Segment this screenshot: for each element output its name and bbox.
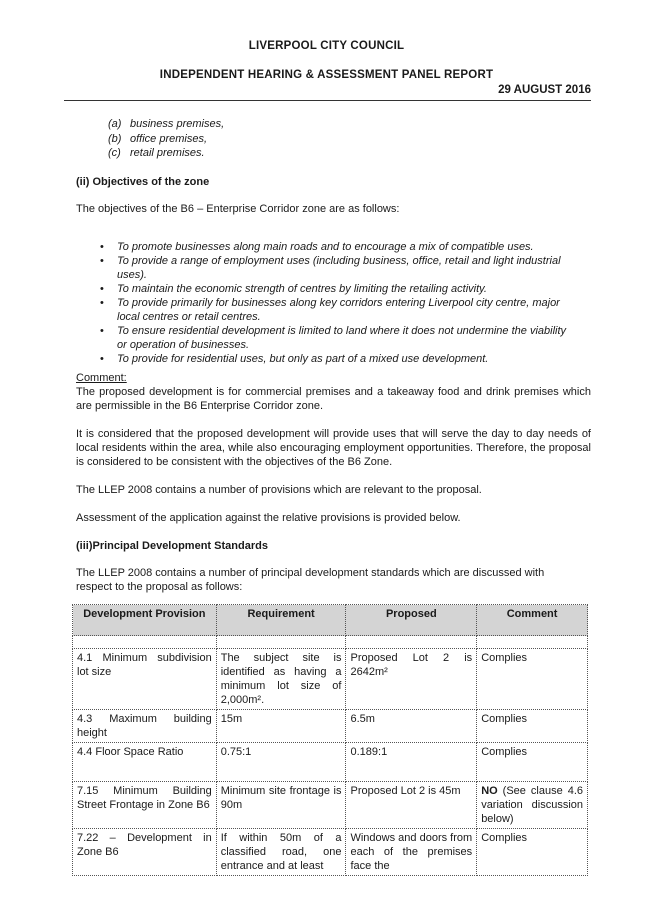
column-header: Proposed: [346, 605, 477, 636]
standards-table: [72, 604, 588, 876]
comment-paragraph-4: Assessment of the application against the relative provisions is provided below.: [76, 512, 461, 524]
objectives-heading: (ii) Objectives of the zone: [76, 176, 210, 188]
comment-text: (See clause 4.6 variation discussion below): [481, 785, 583, 825]
list-text: business premises,: [130, 118, 225, 130]
comment-cell: Complies: [477, 743, 588, 782]
provision-cell: 4.1 Minimum subdivision lot size: [73, 649, 217, 710]
comment-paragraph-1: The proposed development is for commercial premises and a takeaway food and drink premises which are permissible in the B6 Enterprise Corridor zone.: [76, 386, 591, 412]
list-label: (a): [108, 118, 122, 130]
list-label: (b): [108, 132, 122, 145]
list-label: (c): [108, 147, 121, 159]
provision-cell: 4.3 Maximum building height: [73, 710, 217, 743]
requirement-cell: 15m: [216, 710, 346, 743]
requirement-cell: If within 50m of a classified road, one entrance and at least: [216, 829, 346, 876]
list-item: • To ensure residential development is limited to land where it does not undermine the viability or operation of businesses.: [100, 324, 578, 352]
council-title: LIVERPOOL CITY COUNCIL: [248, 40, 405, 52]
list-text: retail premises.: [130, 147, 205, 159]
proposed-cell: Proposed Lot 2 is 45m: [346, 782, 477, 829]
table-row: [73, 743, 588, 782]
comment-cell: Complies: [477, 710, 588, 743]
comment-cell: Complies: [477, 829, 588, 876]
comment-cell: Complies: [477, 649, 588, 710]
list-item: • To maintain the economic strength of centres by limiting the retailing activity.: [100, 282, 578, 296]
standards-intro: The LLEP 2008 contains a number of principal development standards which are discussed with respect to the proposal as follows:: [76, 567, 545, 593]
provision-cell: 7.22 – Development in Zone B6: [73, 829, 217, 876]
table-row: [73, 829, 588, 876]
proposed-cell: 6.5m: [346, 710, 477, 743]
proposed-cell: Proposed Lot 2 is 2642m²: [346, 649, 477, 710]
requirement-cell: 0.75:1: [216, 743, 346, 782]
objectives-intro: The objectives of the B6 – Enterprise Corridor zone are as follows:: [76, 203, 400, 215]
header-rule: [64, 100, 591, 101]
proposed-cell: 0.189:1: [346, 743, 477, 782]
list-text: office premises,: [130, 132, 208, 145]
standards-heading: (iii)Principal Development Standards: [76, 540, 268, 552]
comment-label: Comment:: [76, 372, 127, 384]
list-item: [108, 117, 224, 132]
permitted-uses-list: [108, 117, 224, 161]
provision-cell: 4.4 Floor Space Ratio: [73, 743, 217, 782]
list-item: • To provide primarily for businesses along key corridors entering Liverpool city centre, major local centres or retail centres.: [100, 296, 578, 324]
table-header-row: [73, 605, 588, 636]
comment-status: NO: [481, 785, 498, 797]
comment-paragraph-3: The LLEP 2008 contains a number of provisions which are relevant to the proposal.: [76, 484, 482, 496]
spacer-row: [73, 636, 588, 649]
table-row: [73, 782, 588, 829]
column-header: Requirement: [216, 605, 346, 636]
table-row: [73, 649, 588, 710]
comment-cell: [477, 782, 588, 829]
proposed-cell: Windows and doors from each of the premises face the: [346, 829, 477, 876]
list-item: [108, 146, 224, 161]
report-date: 29 AUGUST 2016: [498, 84, 591, 96]
comment-paragraph-2: It is considered that the proposed development will provide uses that will serve the day to day needs of local residents within the area, while also encouraging employment opportunities. Therefore, the proposal is considered to be consistent with the objectives of the B6 Zone.: [76, 428, 591, 468]
column-header: Development Provision: [73, 605, 217, 636]
list-item: • To promote businesses along main roads and to encourage a mix of compatible uses.: [100, 240, 578, 254]
table-row: [73, 710, 588, 743]
column-header: Comment: [477, 605, 588, 636]
requirement-cell: The subject site is identified as having a minimum lot size of 2,000m².: [216, 649, 346, 710]
list-item: • To provide for residential uses, but only as part of a mixed use development.: [100, 352, 578, 366]
requirement-cell: Minimum site frontage is 90m: [216, 782, 346, 829]
objectives-list: [100, 240, 578, 366]
list-item: [108, 132, 224, 147]
list-item: • To provide a range of employment uses (including business, office, retail and light industrial uses).: [100, 254, 578, 282]
report-title: INDEPENDENT HEARING & ASSESSMENT PANEL REPORT: [159, 69, 494, 81]
provision-cell: 7.15 Minimum Building Street Frontage in Zone B6: [73, 782, 217, 829]
